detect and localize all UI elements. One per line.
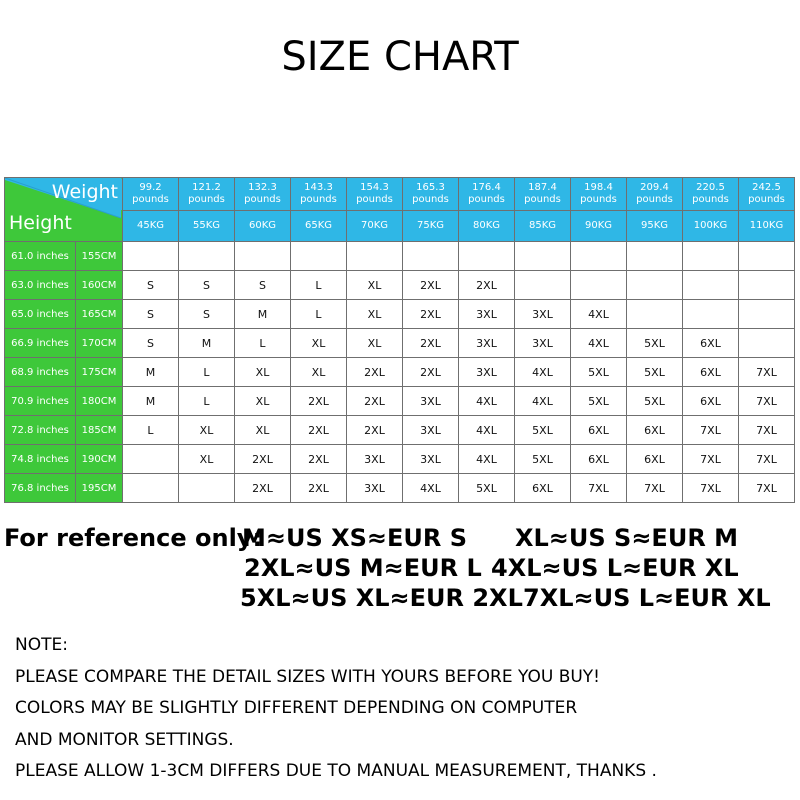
size-cell: L <box>291 300 347 329</box>
weight-pounds-value: 121.2 <box>192 181 221 193</box>
table-row <box>5 271 795 300</box>
note-line: COLORS MAY BE SLIGHTLY DIFFERENT DEPENDING ON COMPUTER <box>15 698 578 718</box>
size-cell: 7XL <box>739 387 795 416</box>
weight-pounds-header <box>179 178 235 211</box>
size-cell: 5XL <box>571 387 627 416</box>
note-heading: NOTE: <box>15 635 68 655</box>
height-inches-header: 72.8 inches <box>5 416 76 445</box>
weight-kg-row <box>5 210 795 242</box>
table-row <box>5 358 795 387</box>
corner-weight-label: Weight <box>51 181 118 203</box>
size-cell: S <box>123 271 179 300</box>
weight-pounds-value: 165.3 <box>416 181 445 193</box>
reference-conversion-2a: 2XL≈US M≈EUR L <box>244 554 482 582</box>
size-cell: 3XL <box>347 445 403 474</box>
height-inches-header: 61.0 inches <box>5 242 76 271</box>
size-cell: XL <box>179 445 235 474</box>
reference-conversion-1b: XL≈US S≈EUR M <box>515 524 739 552</box>
weight-pounds-unit: pounds <box>132 193 169 205</box>
size-cell: M <box>123 358 179 387</box>
size-cell: 2XL <box>403 300 459 329</box>
size-cell: 5XL <box>459 474 515 503</box>
size-cell: 5XL <box>627 329 683 358</box>
size-cell <box>571 242 627 271</box>
note-line: PLEASE COMPARE THE DETAIL SIZES WITH YOURS BEFORE YOU BUY! <box>15 666 600 687</box>
weight-pounds-header <box>739 178 795 211</box>
size-cell: L <box>179 358 235 387</box>
reference-conversion-1a: M≈US XS≈EUR S <box>242 524 468 552</box>
weight-pounds-header <box>347 178 403 211</box>
weight-pounds-value: 132.3 <box>248 181 277 193</box>
size-cell: 7XL <box>739 474 795 503</box>
size-cell <box>627 300 683 329</box>
size-cell <box>123 445 179 474</box>
weight-pounds-unit: pounds <box>300 193 337 205</box>
height-inches-header: 66.9 inches <box>5 329 76 358</box>
reference-conversion-2b: 4XL≈US L≈EUR XL <box>491 554 739 582</box>
weight-pounds-unit: pounds <box>748 193 785 205</box>
size-cell: XL <box>179 416 235 445</box>
height-cm-header: 155CM <box>76 242 123 271</box>
size-cell: XL <box>235 387 291 416</box>
size-cell: L <box>123 416 179 445</box>
size-cell: L <box>291 271 347 300</box>
weight-kg-header: 85KG <box>515 210 571 242</box>
size-cell: 2XL <box>291 387 347 416</box>
size-cell: 7XL <box>683 416 739 445</box>
size-cell <box>739 329 795 358</box>
size-cell: 2XL <box>403 329 459 358</box>
size-cell: 7XL <box>739 416 795 445</box>
page-title: SIZE CHART <box>281 34 519 80</box>
size-cell: 2XL <box>347 416 403 445</box>
size-cell: 7XL <box>571 474 627 503</box>
size-cell <box>291 242 347 271</box>
size-cell <box>403 242 459 271</box>
height-cm-header: 180CM <box>76 387 123 416</box>
size-cell: S <box>123 300 179 329</box>
weight-pounds-header <box>515 178 571 211</box>
height-inches-header: 63.0 inches <box>5 271 76 300</box>
table-row <box>5 387 795 416</box>
weight-pounds-value: 176.4 <box>472 181 501 193</box>
size-cell: 2XL <box>291 474 347 503</box>
size-cell: 2XL <box>291 416 347 445</box>
size-cell: 6XL <box>627 416 683 445</box>
size-cell: S <box>179 271 235 300</box>
size-cell: M <box>179 329 235 358</box>
weight-kg-header: 65KG <box>291 210 347 242</box>
size-cell <box>235 242 291 271</box>
weight-pounds-unit: pounds <box>524 193 561 205</box>
weight-kg-header: 110KG <box>739 210 795 242</box>
size-cell: S <box>179 300 235 329</box>
size-cell: 2XL <box>235 445 291 474</box>
size-cell: XL <box>235 358 291 387</box>
size-cell: 5XL <box>515 445 571 474</box>
size-cell <box>179 242 235 271</box>
size-cell: XL <box>291 329 347 358</box>
size-cell <box>571 271 627 300</box>
weight-pounds-unit: pounds <box>356 193 393 205</box>
size-cell <box>739 271 795 300</box>
weight-kg-header: 90KG <box>571 210 627 242</box>
weight-pounds-value: 143.3 <box>304 181 333 193</box>
size-cell <box>739 242 795 271</box>
size-cell: 6XL <box>683 358 739 387</box>
size-cell: 2XL <box>347 387 403 416</box>
size-cell: 4XL <box>571 329 627 358</box>
size-cell: 7XL <box>739 445 795 474</box>
weight-pounds-value: 198.4 <box>584 181 613 193</box>
weight-pounds-header <box>291 178 347 211</box>
table-row <box>5 445 795 474</box>
note-line: AND MONITOR SETTINGS. <box>15 729 234 750</box>
size-cell: 3XL <box>459 329 515 358</box>
height-cm-header: 195CM <box>76 474 123 503</box>
size-cell: 2XL <box>403 271 459 300</box>
size-cell: 2XL <box>403 358 459 387</box>
weight-kg-header: 60KG <box>235 210 291 242</box>
height-cm-header: 160CM <box>76 271 123 300</box>
size-cell: 3XL <box>459 358 515 387</box>
weight-pounds-header <box>683 178 739 211</box>
reference-conversion-3a: 5XL≈US XL≈EUR 2XL <box>240 584 523 612</box>
size-cell: XL <box>347 300 403 329</box>
weight-kg-header: 75KG <box>403 210 459 242</box>
size-cell <box>683 271 739 300</box>
weight-pounds-unit: pounds <box>244 193 281 205</box>
weight-pounds-unit: pounds <box>188 193 225 205</box>
size-cell: 5XL <box>627 387 683 416</box>
weight-pounds-unit: pounds <box>468 193 505 205</box>
height-inches-header: 65.0 inches <box>5 300 76 329</box>
weight-pounds-header <box>571 178 627 211</box>
size-cell: 7XL <box>683 474 739 503</box>
size-cell: 3XL <box>347 474 403 503</box>
size-cell: L <box>179 387 235 416</box>
size-chart-body <box>5 178 795 503</box>
height-cm-header: 185CM <box>76 416 123 445</box>
table-corner-header <box>5 178 123 242</box>
height-inches-header: 70.9 inches <box>5 387 76 416</box>
weight-kg-header: 70KG <box>347 210 403 242</box>
size-cell <box>459 242 515 271</box>
size-cell: 3XL <box>403 445 459 474</box>
size-cell: 2XL <box>291 445 347 474</box>
size-cell: XL <box>291 358 347 387</box>
table-row <box>5 300 795 329</box>
size-cell: 4XL <box>459 445 515 474</box>
weight-pounds-unit: pounds <box>692 193 729 205</box>
size-cell: 4XL <box>459 416 515 445</box>
weight-pounds-header <box>235 178 291 211</box>
weight-pounds-value: 154.3 <box>360 181 389 193</box>
weight-pounds-row <box>5 178 795 211</box>
size-cell <box>515 242 571 271</box>
corner-height-label: Height <box>9 212 72 234</box>
weight-pounds-header <box>459 178 515 211</box>
size-cell <box>683 242 739 271</box>
size-cell: 4XL <box>515 358 571 387</box>
size-cell <box>627 271 683 300</box>
size-cell: 4XL <box>571 300 627 329</box>
size-cell: 2XL <box>235 474 291 503</box>
size-cell: 6XL <box>571 416 627 445</box>
reference-label: For reference only: <box>4 524 263 552</box>
size-cell: 3XL <box>515 329 571 358</box>
size-cell: 6XL <box>571 445 627 474</box>
size-cell: M <box>123 387 179 416</box>
table-row <box>5 242 795 271</box>
size-cell: 3XL <box>515 300 571 329</box>
size-cell: 4XL <box>515 387 571 416</box>
size-cell <box>739 300 795 329</box>
height-cm-header: 165CM <box>76 300 123 329</box>
weight-kg-header: 100KG <box>683 210 739 242</box>
size-cell: 5XL <box>571 358 627 387</box>
size-cell: S <box>123 329 179 358</box>
height-inches-header: 76.8 inches <box>5 474 76 503</box>
size-cell: L <box>235 329 291 358</box>
weight-pounds-header <box>627 178 683 211</box>
size-cell <box>683 300 739 329</box>
weight-pounds-header <box>123 178 179 211</box>
size-cell: 7XL <box>683 445 739 474</box>
size-cell: XL <box>347 271 403 300</box>
size-cell: 7XL <box>739 358 795 387</box>
weight-kg-header: 95KG <box>627 210 683 242</box>
size-cell: 4XL <box>403 474 459 503</box>
height-inches-header: 68.9 inches <box>5 358 76 387</box>
size-chart-table <box>4 177 795 503</box>
size-cell: 6XL <box>683 387 739 416</box>
size-cell <box>347 242 403 271</box>
size-cell: 3XL <box>403 416 459 445</box>
size-cell: S <box>235 271 291 300</box>
weight-pounds-value: 220.5 <box>696 181 725 193</box>
size-cell: 4XL <box>459 387 515 416</box>
note-line: PLEASE ALLOW 1-3CM DIFFERS DUE TO MANUAL MEASUREMENT, THANKS . <box>15 761 657 781</box>
size-cell <box>123 242 179 271</box>
weight-pounds-value: 209.4 <box>640 181 669 193</box>
size-cell: 2XL <box>459 271 515 300</box>
weight-kg-header: 55KG <box>179 210 235 242</box>
table-row <box>5 474 795 503</box>
size-cell: M <box>235 300 291 329</box>
size-cell: 5XL <box>515 416 571 445</box>
size-cell: 2XL <box>347 358 403 387</box>
size-cell <box>515 271 571 300</box>
size-cell: 3XL <box>403 387 459 416</box>
weight-pounds-header <box>403 178 459 211</box>
size-cell: 3XL <box>459 300 515 329</box>
size-cell: 6XL <box>627 445 683 474</box>
weight-pounds-value: 187.4 <box>528 181 557 193</box>
height-cm-header: 170CM <box>76 329 123 358</box>
weight-pounds-unit: pounds <box>412 193 449 205</box>
size-cell: 5XL <box>627 358 683 387</box>
size-cell: XL <box>347 329 403 358</box>
table-row <box>5 329 795 358</box>
size-cell: 6XL <box>683 329 739 358</box>
size-cell <box>179 474 235 503</box>
weight-pounds-value: 242.5 <box>752 181 781 193</box>
size-cell: 7XL <box>627 474 683 503</box>
size-cell <box>627 242 683 271</box>
notes-block <box>15 630 657 788</box>
size-cell <box>123 474 179 503</box>
reference-conversion-3b: 7XL≈US L≈EUR XL <box>523 584 771 612</box>
size-cell: XL <box>235 416 291 445</box>
weight-kg-header: 80KG <box>459 210 515 242</box>
height-cm-header: 175CM <box>76 358 123 387</box>
weight-pounds-unit: pounds <box>580 193 617 205</box>
height-cm-header: 190CM <box>76 445 123 474</box>
weight-pounds-unit: pounds <box>636 193 673 205</box>
height-inches-header: 74.8 inches <box>5 445 76 474</box>
size-cell: 6XL <box>515 474 571 503</box>
weight-pounds-value: 99.2 <box>139 181 162 193</box>
table-row <box>5 416 795 445</box>
weight-kg-header: 45KG <box>123 210 179 242</box>
